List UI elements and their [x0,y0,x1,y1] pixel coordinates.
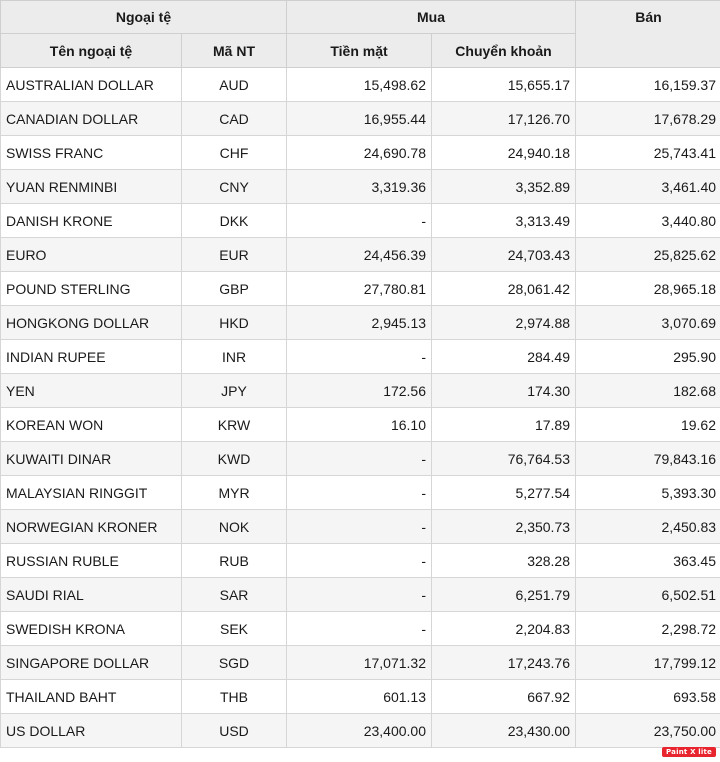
cash-rate-cell: - [287,476,432,510]
sell-rate-cell: 3,461.40 [576,170,720,204]
currency-name-cell: CANADIAN DOLLAR [1,102,182,136]
cash-rate-cell: - [287,510,432,544]
currency-name-cell: POUND STERLING [1,272,182,306]
currency-code-cell: HKD [182,306,287,340]
currency-name-cell: SAUDI RIAL [1,578,182,612]
sell-rate-cell: 5,393.30 [576,476,720,510]
cash-rate-cell: 172.56 [287,374,432,408]
table-row [1,442,720,476]
currency-code-cell: CHF [182,136,287,170]
table-row [1,714,720,748]
table-row [1,102,720,136]
currency-code-cell: CNY [182,170,287,204]
currency-code-cell: KRW [182,408,287,442]
table-row [1,170,720,204]
sell-rate-cell: 28,965.18 [576,272,720,306]
table-row [1,340,720,374]
table-row [1,612,720,646]
sell-rate-cell: 363.45 [576,544,720,578]
table-row [1,68,720,102]
sell-rate-cell: 3,070.69 [576,306,720,340]
transfer-rate-cell: 3,352.89 [432,170,576,204]
currency-code-cell: DKK [182,204,287,238]
currency-code-cell: SGD [182,646,287,680]
transfer-rate-cell: 328.28 [432,544,576,578]
transfer-rate-cell: 2,974.88 [432,306,576,340]
table-row [1,510,720,544]
currency-code-cell: THB [182,680,287,714]
table-row [1,204,720,238]
transfer-header: Chuyển khoản [432,34,576,68]
currency-name-cell: SWEDISH KRONA [1,612,182,646]
currency-code-cell: MYR [182,476,287,510]
currency-name-cell: SINGAPORE DOLLAR [1,646,182,680]
sell-rate-cell: 2,298.72 [576,612,720,646]
paint-x-lite-watermark: Paint X lite [662,747,716,757]
currency-name-cell: DANISH KRONE [1,204,182,238]
transfer-rate-cell: 2,204.83 [432,612,576,646]
sell-rate-cell: 17,678.29 [576,102,720,136]
currency-name-cell: EURO [1,238,182,272]
currency-code-cell: INR [182,340,287,374]
cash-rate-cell: - [287,442,432,476]
sell-rate-cell: 25,743.41 [576,136,720,170]
currency-name-cell: US DOLLAR [1,714,182,748]
transfer-rate-cell: 3,313.49 [432,204,576,238]
currency-code-cell: SEK [182,612,287,646]
transfer-rate-cell: 17,243.76 [432,646,576,680]
cash-rate-cell: 24,690.78 [287,136,432,170]
table-row [1,374,720,408]
cash-rate-cell: - [287,340,432,374]
currency-code-cell: NOK [182,510,287,544]
transfer-rate-cell: 6,251.79 [432,578,576,612]
transfer-rate-cell: 24,703.43 [432,238,576,272]
currency-code-cell: RUB [182,544,287,578]
transfer-rate-cell: 24,940.18 [432,136,576,170]
sell-rate-cell: 23,750.00 [576,714,720,748]
table-row [1,136,720,170]
header-row-group [1,1,720,34]
currency-code-cell: AUD [182,68,287,102]
table-body [1,68,720,748]
transfer-rate-cell: 5,277.54 [432,476,576,510]
currency-name-cell: KOREAN WON [1,408,182,442]
sell-rate-cell: 182.68 [576,374,720,408]
cash-rate-cell: - [287,204,432,238]
table-row [1,680,720,714]
transfer-rate-cell: 17,126.70 [432,102,576,136]
currency-name-cell: NORWEGIAN KRONER [1,510,182,544]
currency-code-cell: KWD [182,442,287,476]
currency-name-cell: KUWAITI DINAR [1,442,182,476]
transfer-rate-cell: 23,430.00 [432,714,576,748]
table-row [1,646,720,680]
table-row [1,408,720,442]
currency-code-cell: USD [182,714,287,748]
table-row [1,544,720,578]
transfer-rate-cell: 15,655.17 [432,68,576,102]
currency-code-cell: JPY [182,374,287,408]
transfer-rate-cell: 174.30 [432,374,576,408]
sell-rate-cell: 2,450.83 [576,510,720,544]
currency-code-cell: GBP [182,272,287,306]
sell-rate-cell: 25,825.62 [576,238,720,272]
sell-rate-cell: 3,440.80 [576,204,720,238]
table-row [1,476,720,510]
table-row [1,578,720,612]
currency-name-cell: YUAN RENMINBI [1,170,182,204]
table-row [1,306,720,340]
currency-name-cell: RUSSIAN RUBLE [1,544,182,578]
table-row [1,272,720,306]
cash-rate-cell: 16.10 [287,408,432,442]
cash-rate-cell: - [287,544,432,578]
sell-rate-cell: 295.90 [576,340,720,374]
currency-name-cell: MALAYSIAN RINGGIT [1,476,182,510]
currency-code-cell: SAR [182,578,287,612]
transfer-rate-cell: 2,350.73 [432,510,576,544]
currency-name-cell: INDIAN RUPEE [1,340,182,374]
cash-rate-cell: 16,955.44 [287,102,432,136]
cash-rate-cell: 24,456.39 [287,238,432,272]
transfer-rate-cell: 28,061.42 [432,272,576,306]
foreign-currency-header: Ngoại tệ [1,1,287,34]
cash-rate-cell: - [287,612,432,646]
sell-rate-cell: 6,502.51 [576,578,720,612]
currency-code-cell: CAD [182,102,287,136]
cash-rate-cell: 27,780.81 [287,272,432,306]
cash-rate-cell: 3,319.36 [287,170,432,204]
transfer-rate-cell: 17.89 [432,408,576,442]
cash-header: Tiền mặt [287,34,432,68]
currency-code-cell: EUR [182,238,287,272]
cash-rate-cell: 23,400.00 [287,714,432,748]
currency-name-cell: THAILAND BAHT [1,680,182,714]
transfer-rate-cell: 76,764.53 [432,442,576,476]
currency-code-header: Mã NT [182,34,287,68]
sell-rate-cell: 16,159.37 [576,68,720,102]
sell-rate-cell: 693.58 [576,680,720,714]
sell-rate-cell: 17,799.12 [576,646,720,680]
cash-rate-cell: - [287,578,432,612]
cash-rate-cell: 2,945.13 [287,306,432,340]
transfer-rate-cell: 667.92 [432,680,576,714]
transfer-rate-cell: 284.49 [432,340,576,374]
cash-rate-cell: 15,498.62 [287,68,432,102]
currency-name-cell: AUSTRALIAN DOLLAR [1,68,182,102]
currency-name-cell: HONGKONG DOLLAR [1,306,182,340]
currency-name-cell: YEN [1,374,182,408]
table-header [1,1,720,68]
sell-header: Bán [576,1,720,68]
sell-rate-cell: 19.62 [576,408,720,442]
buy-header: Mua [287,1,576,34]
sell-rate-cell: 79,843.16 [576,442,720,476]
cash-rate-cell: 17,071.32 [287,646,432,680]
currency-name-header: Tên ngoại tệ [1,34,182,68]
table-row [1,238,720,272]
currency-name-cell: SWISS FRANC [1,136,182,170]
cash-rate-cell: 601.13 [287,680,432,714]
